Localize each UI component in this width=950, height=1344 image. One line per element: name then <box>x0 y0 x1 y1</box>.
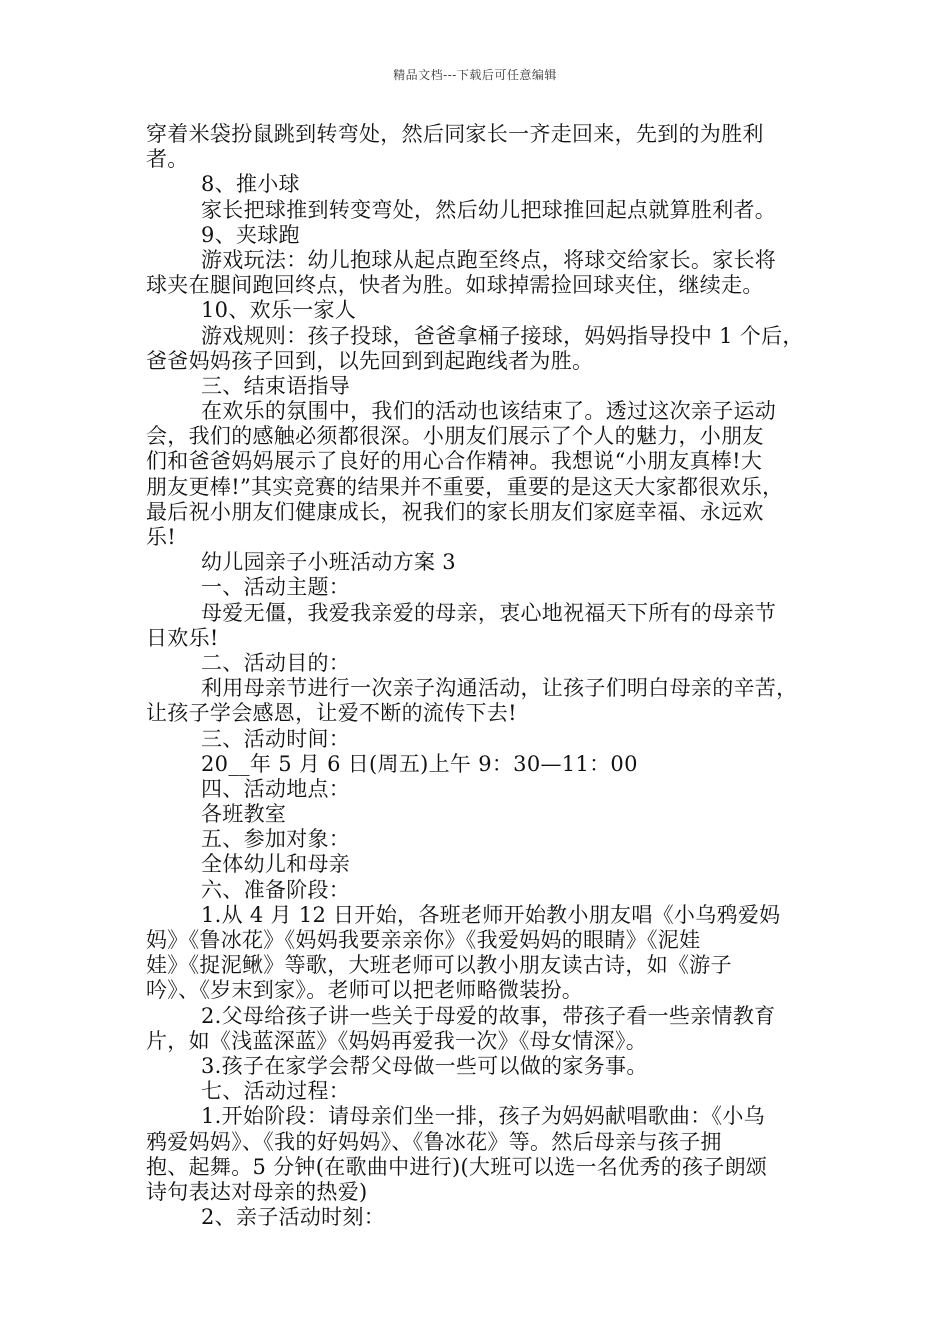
text-line: 家长把球推到转变弯处，然后幼儿把球推回起点就算胜利者。 <box>201 197 777 222</box>
text-line: 妈》《鲁冰花》《妈妈我要亲亲你》《我爱妈妈的眼睛》《泥娃 <box>146 928 701 952</box>
text-line: 球夹在腿间跑回终点，快者为胜。如球掉需捡回球夹住，继续走。 <box>146 273 764 298</box>
text-line: 最后祝小朋友们健康成长，祝我们的家长朋友们家庭幸福、永远欢 <box>146 499 764 524</box>
text-line: 幼儿园亲子小班活动方案 3 <box>201 550 456 575</box>
text-line: 8、推小球 <box>201 172 300 197</box>
document-body <box>146 122 811 1230</box>
text-line: 诗句表达对母亲的热爱) <box>146 1179 368 1204</box>
text-line: 10、欢乐一家人 <box>201 298 357 323</box>
text-line: 1.从 4 月 12 日开始，各班老师开始教小朋友唱《小乌鸦爱妈 <box>201 902 781 927</box>
text-line: 一、活动主题： <box>201 575 351 600</box>
page-header-note: 精品文档---下载后可任意编辑 <box>393 68 557 82</box>
text-line: 会，我们的感触必须都很深。小朋友们展示了个人的魅力，小朋友 <box>146 424 764 449</box>
text-line: 全体幼儿和母亲 <box>201 852 351 877</box>
text-line: 三、结束语指导 <box>201 373 351 398</box>
text-line: 者。 <box>146 147 189 172</box>
text-line: 五、参加对象： <box>201 827 351 852</box>
text-line: 朋友更棒!”其实竞赛的结果并不重要，重要的是这天大家都很欢乐， <box>146 474 784 499</box>
text-line: 母爱无僵，我爱我亲爱的母亲，衷心地祝福天下所有的母亲节 <box>201 600 777 625</box>
text-line: 日欢乐! <box>146 625 219 650</box>
text-line: 抱、起舞。5 分钟(在歌曲中进行)(大班可以选一名优秀的孩子朗颂 <box>146 1154 768 1179</box>
text-line: 三、活动时间： <box>201 726 351 751</box>
text-line: 们和爸爸妈妈展示了良好的用心合作精神。我想说“小朋友真棒!大 <box>146 449 763 474</box>
text-line: 乐! <box>146 525 177 549</box>
text-line: 娃》《捉泥鳅》等歌，大班老师可以教小朋友读古诗，如《游子 <box>146 953 732 978</box>
text-line: 3.孩子在家学会帮父母做一些可以做的家务事。 <box>201 1053 648 1078</box>
text-line: 吟》、《岁末到家》。老师可以把老师略微装扮。 <box>146 978 584 1003</box>
text-line: 2、亲子活动时刻： <box>201 1205 386 1230</box>
text-line: 四、活动地点： <box>201 776 351 801</box>
text-line: 9、夹球跑 <box>201 222 300 247</box>
text-line: 让孩子学会感恩，让爱不断的流传下去! <box>146 701 517 726</box>
text-line: 20__年 5 月 6 日(周五)上午 9：30—11：00 <box>201 751 638 776</box>
text-line: 游戏规则：孩子投球，爸爸拿桶子接球，妈妈指导投中 1 个后， <box>201 323 804 348</box>
text-line: 鸦爱妈妈》、《我的好妈妈》、《鲁冰花》等。然后母亲与孩子拥 <box>146 1129 722 1154</box>
text-line: 穿着米袋扮鼠跳到转弯处，然后同家长一齐走回来，先到的为胜利 <box>146 122 764 146</box>
text-line: 利用母亲节进行一次亲子沟通活动，让孩子们明白母亲的辛苦， <box>201 676 798 701</box>
text-line: 六、准备阶段： <box>201 877 351 902</box>
text-line: 2.父母给孩子讲一些关于母爱的故事，带孩子看一些亲情教育 <box>201 1003 776 1028</box>
text-line: 各班教室 <box>201 802 287 827</box>
text-line: 片，如《浅蓝深蓝》《妈妈再爱我一次》《母女情深》。 <box>146 1028 647 1053</box>
text-line: 1.开始阶段：请母亲们坐一排，孩子为妈妈献唱歌曲：《小乌 <box>201 1104 765 1129</box>
text-line: 在欢乐的氛围中，我们的活动也该结束了。透过这次亲子运动 <box>201 399 777 424</box>
text-line: 游戏玩法：幼儿抱球从起点跑至终点，将球交给家长。家长将 <box>201 247 777 272</box>
text-line: 七、活动过程： <box>201 1079 351 1104</box>
text-line: 爸爸妈妈孩子回到，以先回到到起跑线者为胜。 <box>146 348 594 373</box>
text-line: 二、活动目的： <box>201 650 351 675</box>
